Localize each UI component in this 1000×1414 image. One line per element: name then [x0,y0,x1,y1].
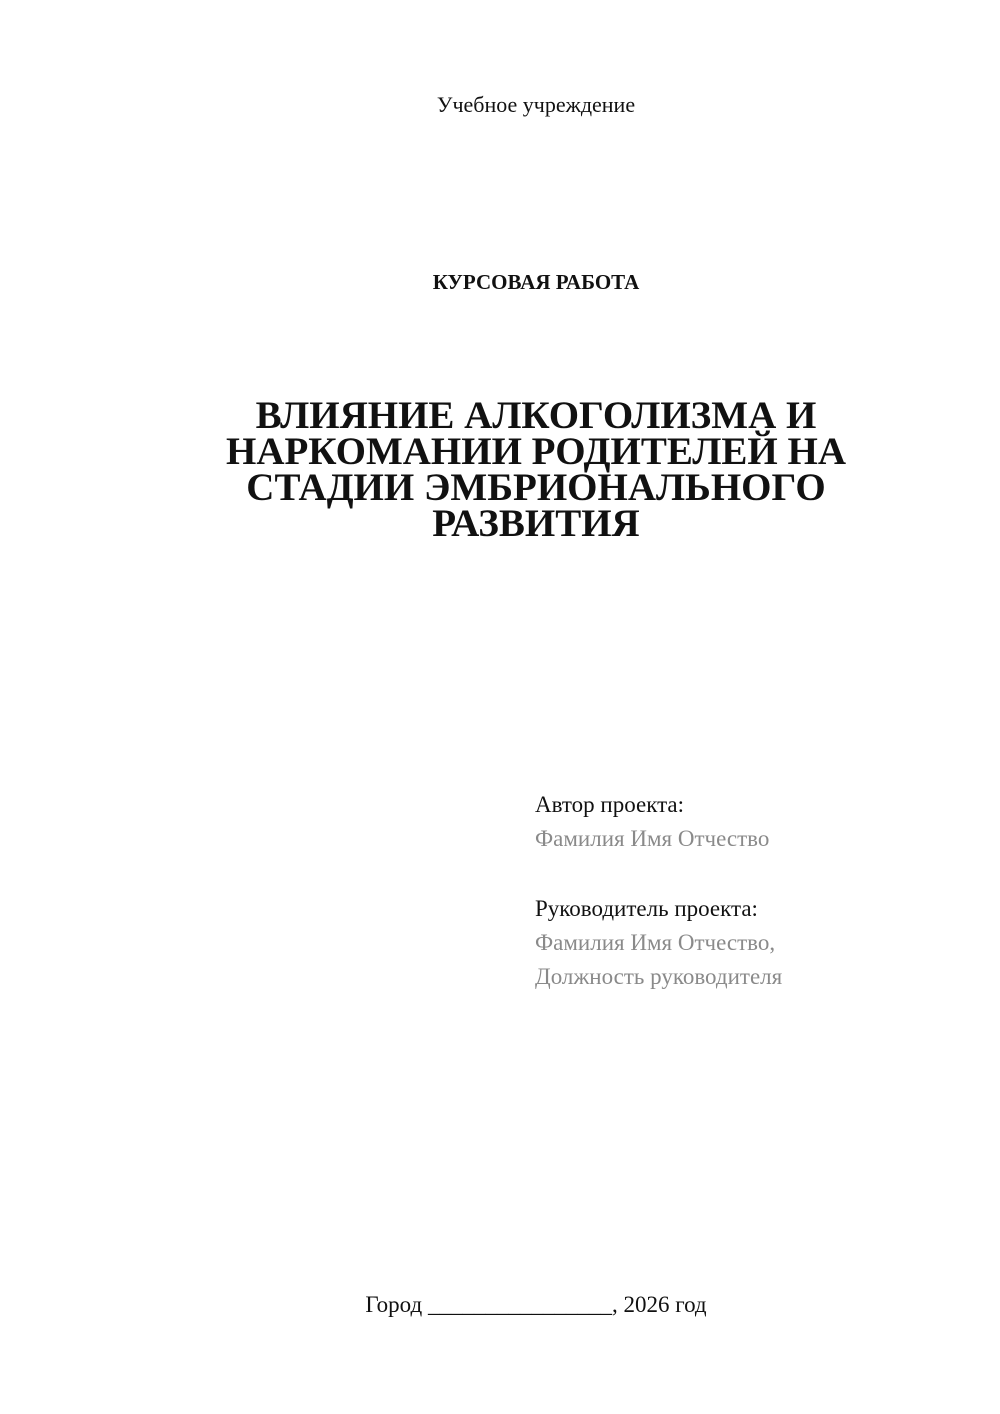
authors-block [535,788,975,994]
author-label: Автор проекта: [535,792,684,817]
title-line: СТАДИИ ЭМБРИОНАЛЬНОГО [246,466,826,509]
supervisor-name: Фамилия Имя Отчество, [535,930,776,955]
title-line: РАЗВИТИЯ [432,502,640,545]
city-year-line: Город ________________, 2026 год [365,1292,707,1317]
supervisor-position: Должность руководителя [535,964,783,989]
work-type-heading: КУРСОВАЯ РАБОТА [432,270,640,294]
document-title [200,394,872,545]
title-line: ВЛИЯНИЕ АЛКОГОЛИЗМА И [255,394,817,437]
title-line: НАРКОМАНИИ РОДИТЕЛЕЙ НА [225,430,847,473]
author-name: Фамилия Имя Отчество [535,826,770,851]
spacer [535,856,975,892]
supervisor-label: Руководитель проекта: [535,896,758,921]
institution-name: Учебное учреждение [436,92,636,117]
